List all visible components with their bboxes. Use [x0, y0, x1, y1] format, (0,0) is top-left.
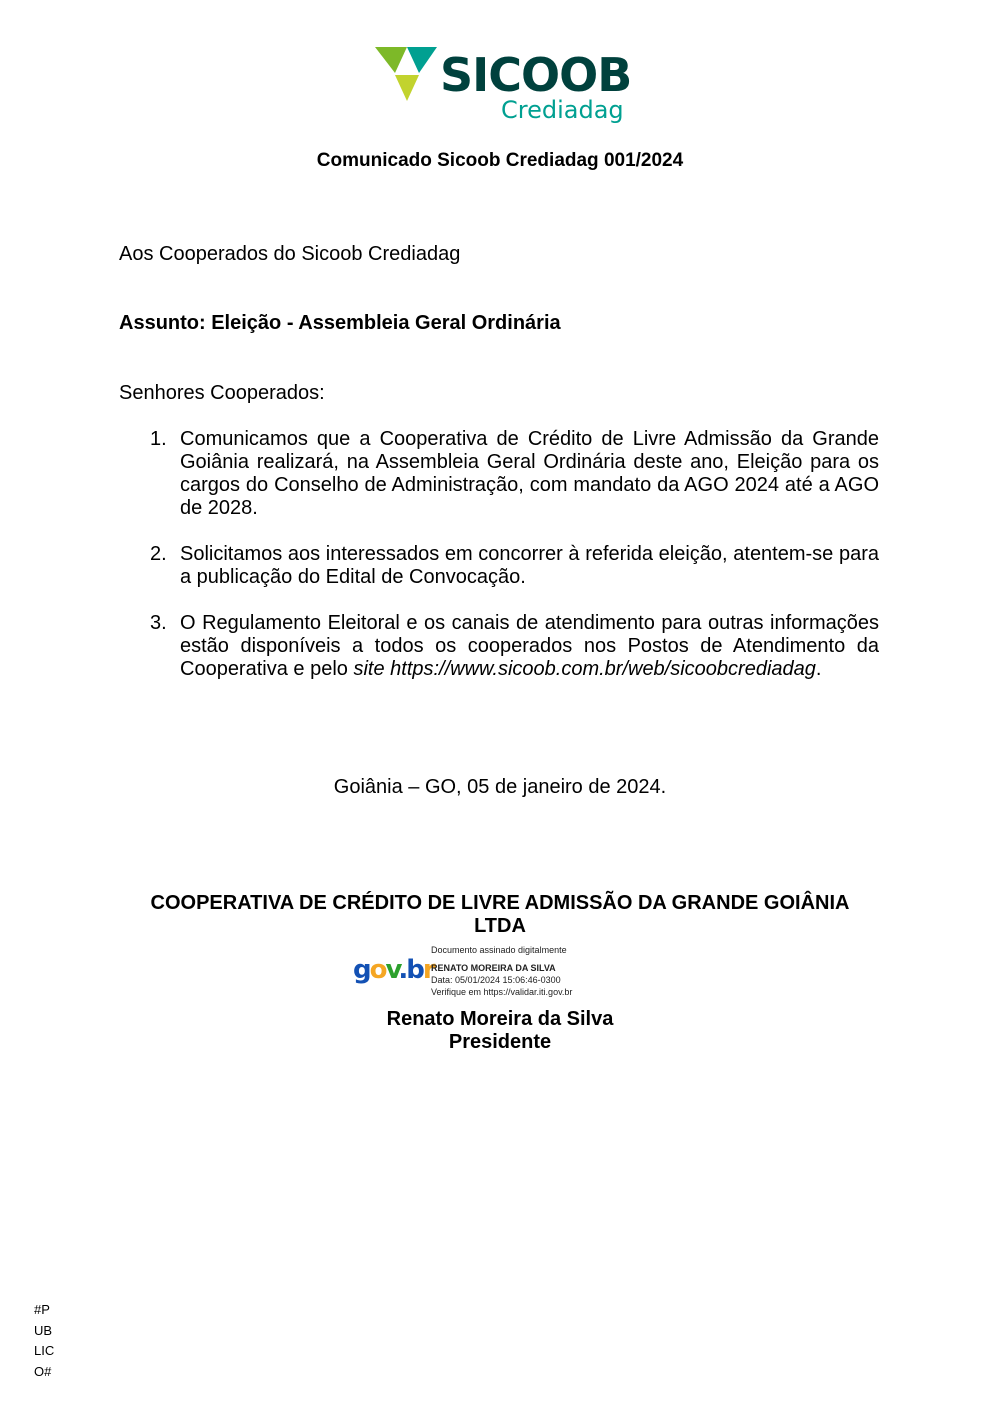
- cooperative-name: [0, 892, 1000, 938]
- item-text: Solicitamos aos interessados em concorrer à referida eleição, atentem-se para a publicação do Edital de Convocação.: [180, 543, 879, 588]
- subject: Assunto: Eleição - Assembleia Geral Ordinária: [119, 312, 561, 334]
- item-text: Comunicamos que a Cooperativa de Crédito de Livre Admissão da Grande Goiânia realizará, na Assembleia Geral Ordinária deste ano, Eleição para os cargos do Conselho de Administração, com mandato da AGO 2024 até a AGO de 2028.: [180, 428, 879, 519]
- signature-name: RENATO MOREIRA DA SILVA: [431, 963, 556, 973]
- item-number: 2.: [150, 543, 167, 565]
- item-number: 1.: [150, 428, 167, 450]
- signature-header: Documento assinado digitalmente: [431, 945, 567, 955]
- footer-code-line: #P: [34, 1302, 50, 1317]
- document-title: Comunicado Sicoob Crediadag 001/2024: [316, 150, 684, 171]
- item-number: 3.: [150, 612, 167, 634]
- recipient: Aos Cooperados do Sicoob Crediadag: [119, 243, 461, 265]
- place-date: Goiânia – GO, 05 de janeiro de 2024.: [333, 776, 667, 798]
- logo-sub: Crediadag: [501, 96, 624, 124]
- logo-brand: SICOOB: [440, 48, 632, 102]
- cooperative-text: COOPERATIVA DE CRÉDITO DE LIVRE ADMISSÃO DA GRANDE GOIÂNIA LTDA: [150, 892, 850, 937]
- signer-block: [0, 1008, 1000, 1054]
- footer-code-line: O#: [34, 1363, 52, 1379]
- greeting: Senhores Cooperados:: [119, 382, 325, 404]
- item-end: .: [815, 658, 822, 680]
- govbr-logo: gov.br: [353, 955, 434, 985]
- footer-code: [34, 1300, 54, 1382]
- list-item: [119, 612, 879, 681]
- signer-name: Renato Moreira da Silva: [386, 1008, 614, 1030]
- signature-verify: Verifique em https://validar.iti.gov.br: [431, 987, 573, 997]
- site-link[interactable]: site https://www.sicoob.com.br/web/sicoobcrediadag: [353, 658, 816, 680]
- signer-role: Presidente: [448, 1031, 552, 1053]
- list-item: [119, 543, 879, 589]
- sicoob-logo: [375, 45, 630, 130]
- footer-code-line: UB: [34, 1322, 53, 1338]
- list-item: [119, 428, 879, 520]
- item-list: [119, 428, 879, 704]
- sicoob-triangle-icon: [375, 45, 439, 103]
- footer-code-line: LIC: [34, 1343, 55, 1358]
- signature-date: Data: 05/01/2024 15:06:46-0300: [431, 975, 561, 985]
- item-text: O Regulamento Eleitoral e os canais de atendimento para outras informações estão disponíveis a todos os cooperados nos Postos de Atendimento da Cooperativa e pelo: [180, 612, 879, 680]
